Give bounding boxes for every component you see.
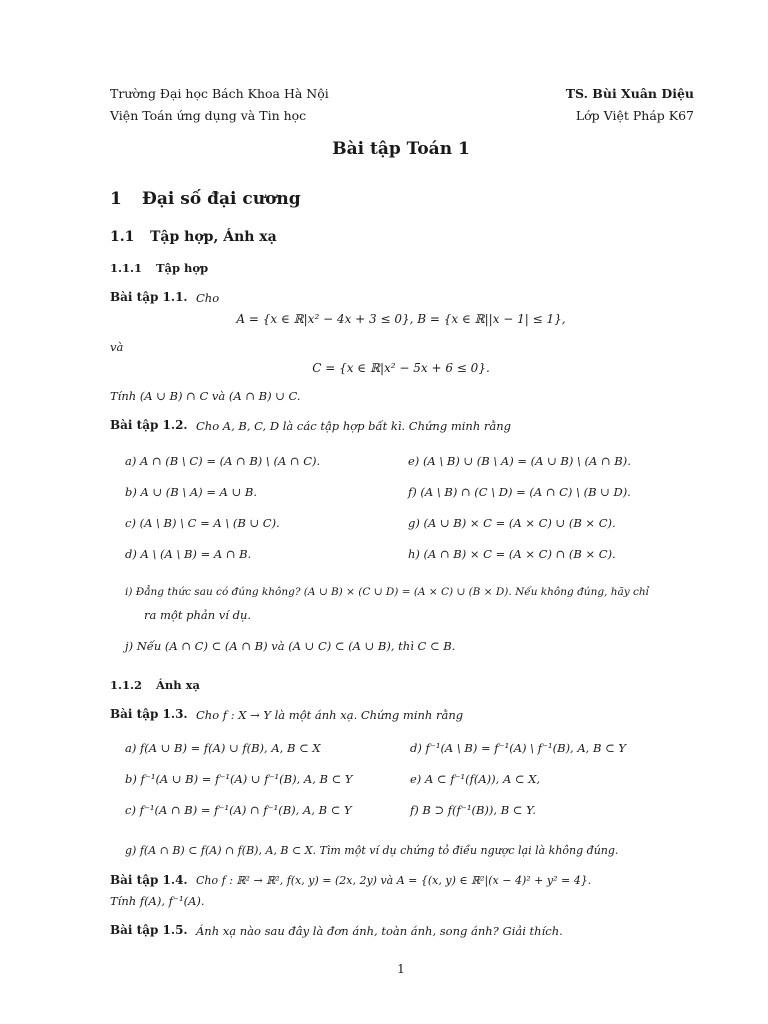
subsection-title: Tập hợp, Ánh xạ — [150, 229, 277, 245]
list-item: a) A ∩ (B \ C) = (A ∩ B) \ (A ∩ C). — [125, 454, 321, 468]
subsubsection-title: Tập hợp — [156, 261, 209, 275]
exercise-text: Ánh xạ nào sau đây là đơn ánh, toàn ánh, song ánh? Giải thích. — [196, 924, 563, 938]
list-item: d) A \ (A \ B) = A ∩ B. — [125, 547, 252, 561]
section-title: Đại số đại cương — [142, 189, 301, 209]
list-item: g) (A ∪ B) × C = (A × C) ∪ (B × C). — [408, 516, 616, 530]
list-item: a) f(A ∪ B) = f(A) ∪ f(B), A, B ⊂ X — [125, 741, 321, 755]
exercise-label: Bài tập 1.1. — [110, 290, 188, 304]
exercise-intro: Cho A, B, C, D là các tập hợp bất kì. Chứng minh rằng — [196, 419, 512, 433]
list-item-continuation: ra một phản ví dụ. — [144, 608, 252, 622]
exercise-label: Bài tập 1.2. — [110, 418, 188, 432]
list-item: f) B ⊃ f(f⁻¹(B)), B ⊂ Y. — [410, 803, 536, 817]
subsection-number: 1.1 — [110, 229, 135, 245]
list-item: f) (A \ B) ∩ (C \ D) = (A ∩ C) \ (B ∪ D). — [408, 485, 631, 499]
page-number: 1 — [397, 962, 405, 976]
subsubsection-title: Ánh xạ — [156, 678, 200, 692]
list-item: i) Đẳng thức sau có đúng không? (A ∪ B) × (C ∪ D) = (A × C) ∪ (B × D). Nếu không đúng, hãy chỉ — [125, 586, 650, 598]
list-item: d) f⁻¹(A \ B) = f⁻¹(A) \ f⁻¹(B), A, B ⊂ Y — [410, 741, 626, 755]
exercise-label: Bài tập 1.4. — [110, 873, 188, 887]
conjunction-text: và — [110, 340, 124, 354]
list-item: j) Nếu (A ∩ C) ⊂ (A ∩ B) và (A ∪ C) ⊂ (A ∪ B), thì C ⊂ B. — [125, 639, 456, 653]
subsubsection-number: 1.1.1 — [110, 261, 143, 275]
list-item: e) A ⊂ f⁻¹(f(A)), A ⊂ X, — [410, 772, 541, 786]
page-title: Bài tập Toán 1 — [332, 139, 470, 159]
author-name: TS. Bùi Xuân Diệu — [565, 86, 694, 101]
exercise-label: Bài tập 1.5. — [110, 923, 188, 937]
list-item: g) f(A ∩ B) ⊂ f(A) ∩ f(B), A, B ⊂ X. Tìm một ví dụ chứng tỏ điều ngược lại là không đúng. — [125, 844, 619, 857]
list-item: b) f⁻¹(A ∪ B) = f⁻¹(A) ∪ f⁻¹(B), A, B ⊂ Y — [125, 772, 353, 786]
math-equation: A = {x ∈ ℝ|x² − 4x + 3 ≤ 0}, B = {x ∈ ℝ||x − 1| ≤ 1}, — [236, 312, 566, 326]
exercise-intro: Cho f : X → Y là một ánh xạ. Chứng minh rằng — [196, 708, 464, 722]
exercise-label: Bài tập 1.3. — [110, 707, 188, 721]
exercise-text: Tính f(A), f⁻¹(A). — [110, 894, 205, 908]
exercise-task: Tính (A ∪ B) ∩ C và (A ∩ B) ∪ C. — [110, 389, 301, 403]
subsubsection-number: 1.1.2 — [110, 678, 143, 692]
school-name: Trường Đại học Bách Khoa Hà Nội — [110, 86, 329, 101]
class-name: Lớp Việt Pháp K67 — [575, 108, 694, 123]
exercise-intro: Cho — [196, 291, 220, 305]
list-item: b) A ∪ (B \ A) = A ∪ B. — [125, 485, 257, 499]
exercise-text: Cho f : ℝ² → ℝ², f(x, y) = (2x, 2y) và A = {(x, y) ∈ ℝ²|(x − 4)² + y² = 4}. — [196, 874, 592, 887]
institute-name: Viện Toán ứng dụng và Tin học — [110, 108, 307, 123]
section-number: 1 — [110, 189, 122, 209]
math-equation: C = {x ∈ ℝ|x² − 5x + 6 ≤ 0}. — [312, 361, 490, 375]
list-item: c) (A \ B) \ C = A \ (B ∪ C). — [125, 516, 280, 530]
list-item: e) (A \ B) ∪ (B \ A) = (A ∪ B) \ (A ∩ B). — [408, 454, 631, 468]
list-item: c) f⁻¹(A ∩ B) = f⁻¹(A) ∩ f⁻¹(B), A, B ⊂ Y — [125, 803, 352, 817]
list-item: h) (A ∩ B) × C = (A × C) ∩ (B × C). — [408, 547, 616, 561]
